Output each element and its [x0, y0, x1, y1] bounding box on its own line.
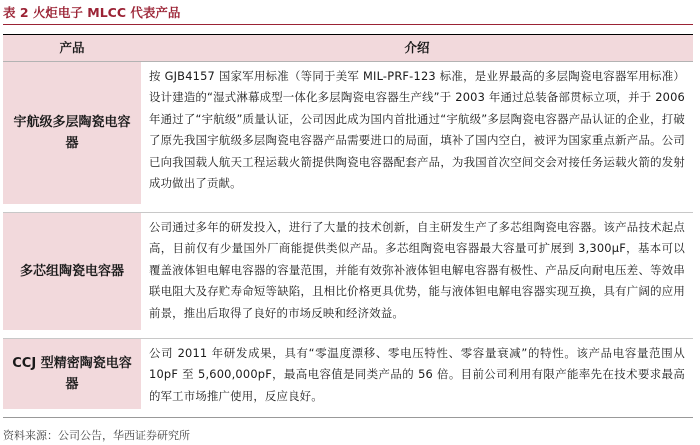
product-intro: 按 GJB4157 国家军用标准（等同于美军 MIL-PRF-123 标准，是业界最高的多层陶瓷电容器军用标准）设计建造的“湿式淋幕成型一体化多层陶瓷电容器生产线”于 2003 年通过总装备部贯标立项，并于 2006 年通过了“宇航级”质量认证，公司因此成为国内首批通过“宇航级”多层陶瓷电容器产品认证的企业，打破了原先我国宇航级多层陶瓷电容器产品需要进口的局面，填补了国内空白，被评为国家重点新产品。公司已向我国载人航天工程运载火箭提供陶瓷电容器配套产品，为我国首次空间交会对接任务运载火箭的发射成功做出了贡献。 [149, 69, 685, 191]
source-note: 资料来源：公司公告，华西证券研究所 [3, 429, 190, 442]
table-row [3, 339, 693, 417]
product-name: CCJ 型精密陶瓷电容器 [3, 339, 141, 409]
table-row [3, 213, 693, 339]
header-intro: 介绍 [404, 40, 430, 55]
product-name: 多芯组陶瓷电容器 [3, 213, 141, 330]
header-product: 产品 [59, 40, 85, 55]
product-table [3, 34, 693, 418]
table-header [3, 35, 693, 62]
table-row [3, 62, 693, 213]
product-name: 宇航级多层陶瓷电容器 [3, 62, 141, 204]
table-caption: 表 2 火炬电子 MLCC 代表产品 [3, 4, 693, 25]
product-intro: 公司通过多年的研发投入，进行了大量的技术创新，自主研发生产了多芯组陶瓷电容器。该产品技术起点高，目前仅有少量国外厂商能提供类似产品。多芯组陶瓷电容器最大容量可扩展到 3,300μF，基本可以覆盖液体钽电解电容器的容量范围，并能有效弥补液体钽电解电容器有极性、产品反向耐电压差、等效串联电阻大及存贮寿命短等缺陷，且相比价格更具优势，能与液体钽电解电容器实现互换，具有广阔的应用前景，推出后取得了良好的市场反映和经济效益。 [149, 220, 685, 320]
product-intro: 公司 2011 年研发成果，具有“零温度漂移、零电压特性、零容量衰减”的特性。该产品电容量范围从 10pF 至 5,600,000pF，最高电容值是同类产品的 56 倍。目前公司利用有限产能率先在技术要求最高的军工市场推广使用，反应良好。 [149, 346, 685, 403]
